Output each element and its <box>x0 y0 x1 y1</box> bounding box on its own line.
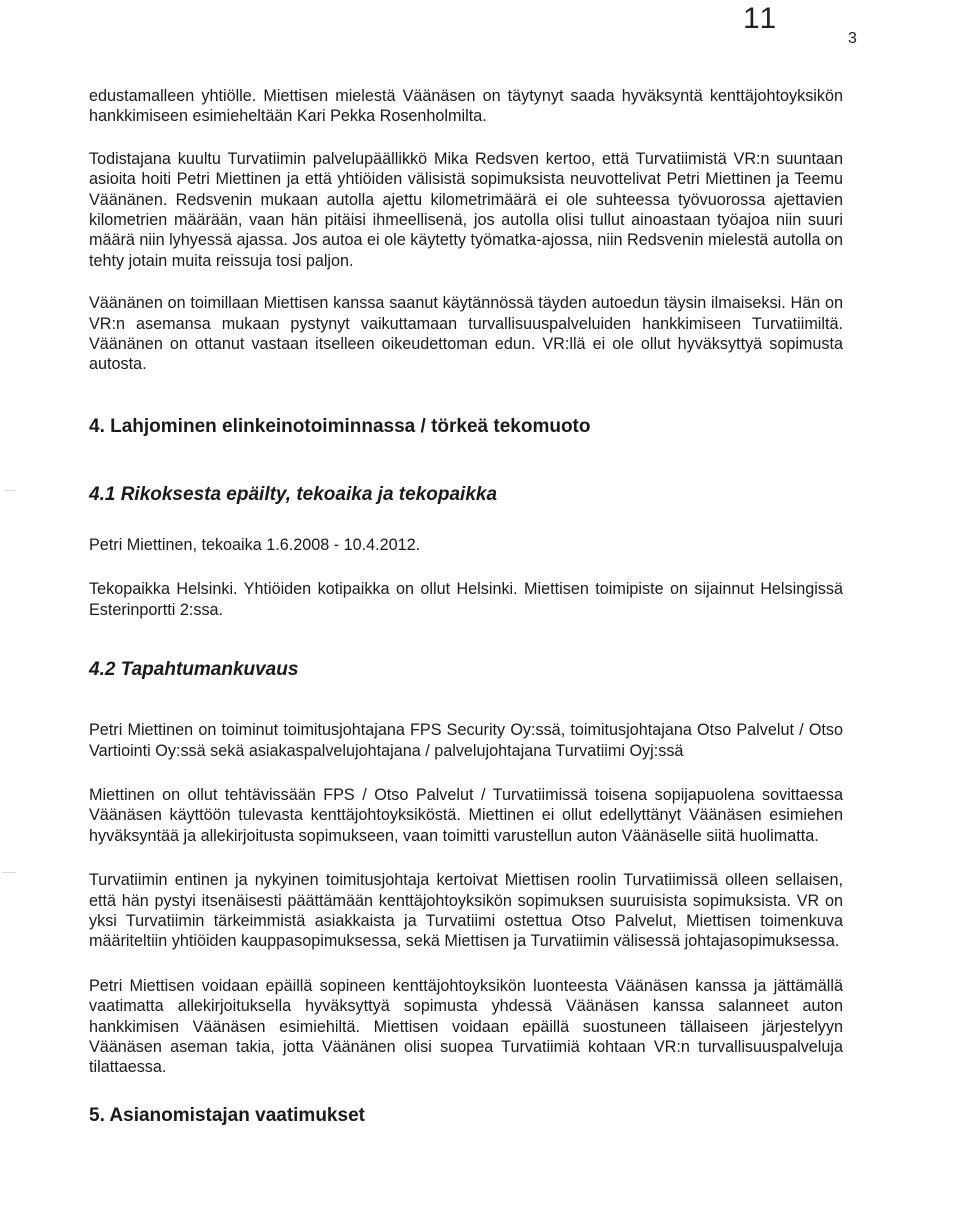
section-4-heading: 4. Lahjominen elinkeinotoiminnassa / törkeä tekomuoto <box>89 415 591 437</box>
page-stamp: 11 <box>743 2 779 35</box>
paragraph-miettinen-roles: Petri Miettinen on toiminut toimitusjohtajana FPS Security Oy:ssä, toimitusjohtajana Otso Palvelut / Otso Vartiointi Oy:ssä sekä asiakaspalvelujohtajana / palvelujohtajana Turvatiimi Oyj:ssä <box>89 721 843 760</box>
paragraph-vaananen-benefit: Väänänen on toimillaan Miettisen kanssa saanut käytännössä täyden autoedun täysin ilmaiseksi. Hän on VR:n asemansa mukaan pystynyt vaikuttamaan turvallisuuspalveluiden hankkimiseen Turvatiimiltä. Väänänen on ottanut vastaan itselleen oikeudettoman edun. VR:llä ei ole ollut hyväksyttyä sopimusta autosta. <box>89 294 843 374</box>
section-5-heading: 5. Asianomistajan vaatimukset <box>89 1104 365 1126</box>
document-body <box>89 86 843 1128</box>
paragraph-redsven-testimony: Todistajana kuultu Turvatiimin palvelupäällikkö Mika Redsven kertoo, että Turvatiimistä VR:n suuntaan asioita hoiti Petri Miettinen ja että yhtiöiden välisistä sopimuksista neuvottelivat Petri Miettinen ja Teemu Väänänen. Redsvenin mukaan autolla ajettu kilometrimäärä ei ole suhteessa työvuorossa ajettavien kilometrien määrään, vaan hän pitäisi ihmeellisenä, jos autolla olisi tullut ainoastaan työajoa niin suuri määrä niin lyhyessä ajassa. Jos autoa ei ole käytetty työmatka-ajossa, niin Redsvenin mielestä autolla on tehty jotain muita reissuja tosi paljon. <box>89 149 844 270</box>
page-number: 3 <box>848 30 857 47</box>
scan-mark <box>4 490 16 491</box>
section-4-1-heading: 4.1 Rikoksesta epäilty, tekoaika ja tekopaikka <box>89 483 498 505</box>
scan-mark <box>2 872 16 873</box>
paragraph-suspicion: Petri Miettisen voidaan epäillä sopineen kenttäjohtoyksikön luonteesta Väänäsen kanssa ja jättämällä vaatimatta allekirjoituksella hyväksyttyä sopimusta yhdessä Väänäsen kanssa salanneet auton hankkimisen Väänäsen esimiehiltä. Miettisen voidaan epäillä suostuneen tällaiseen järjestelyyn Väänäsen aseman takia, jotta Väänänen olisi suopea Turvatiimiä kohtaan VR:n turvallisuuspalveluja tilattaessa. <box>89 976 843 1077</box>
paragraph-continuation: edustamalleen yhtiölle. Miettisen mielestä Väänäsen on täytynyt saada hyväksyntä kenttäjohtoyksikön hankkimiseen esimieheltään Kari Pekka Rosenholmilta. <box>89 87 843 126</box>
paragraph-location: Tekopaikka Helsinki. Yhtiöiden kotipaikka on ollut Helsinki. Miettisen toimipiste on sijainnut Helsingissä Esterinportti 2:ssa. <box>89 580 843 619</box>
paragraph-agreement: Miettinen on ollut tehtävissään FPS / Otso Palvelut / Turvatiimissä toisena sopijapuolena sovittaessa Väänäsen käyttöön tulevasta kenttäjohtoyksiköstä. Miettinen ei ollut edellyttänyt Väänäsen esimiehen hyväksyntää ja allekirjoitusta sopimukseen, vaan toimitti varustellun auton Väänäselle siitä huolimatta. <box>89 785 843 845</box>
section-4-2-heading: 4.2 Tapahtumankuvaus <box>89 659 299 681</box>
paragraph-suspect-time: Petri Miettinen, tekoaika 1.6.2008 - 10.4.2012. <box>89 535 421 554</box>
paragraph-role-in-turvatiimi: Turvatiimin entinen ja nykyinen toimitusjohtaja kertoivat Miettisen roolin Turvatiimissä olleen sellaisen, että hän pystyi itsenäisesti päättämään kenttäjohtoyksikön sopimuksen suuruisista sopimuksista. VR on yksi Turvatiimin tärkeimmistä asiakkaista ja Turvatiimi ostettua Otso Palvelut, Miettisen toimenkuva määriteltiin yhtiöiden kauppasopimuksessa, sekä Miettisen ja Turvatiimin välisessä johtajasopimuksessa. <box>89 871 843 951</box>
